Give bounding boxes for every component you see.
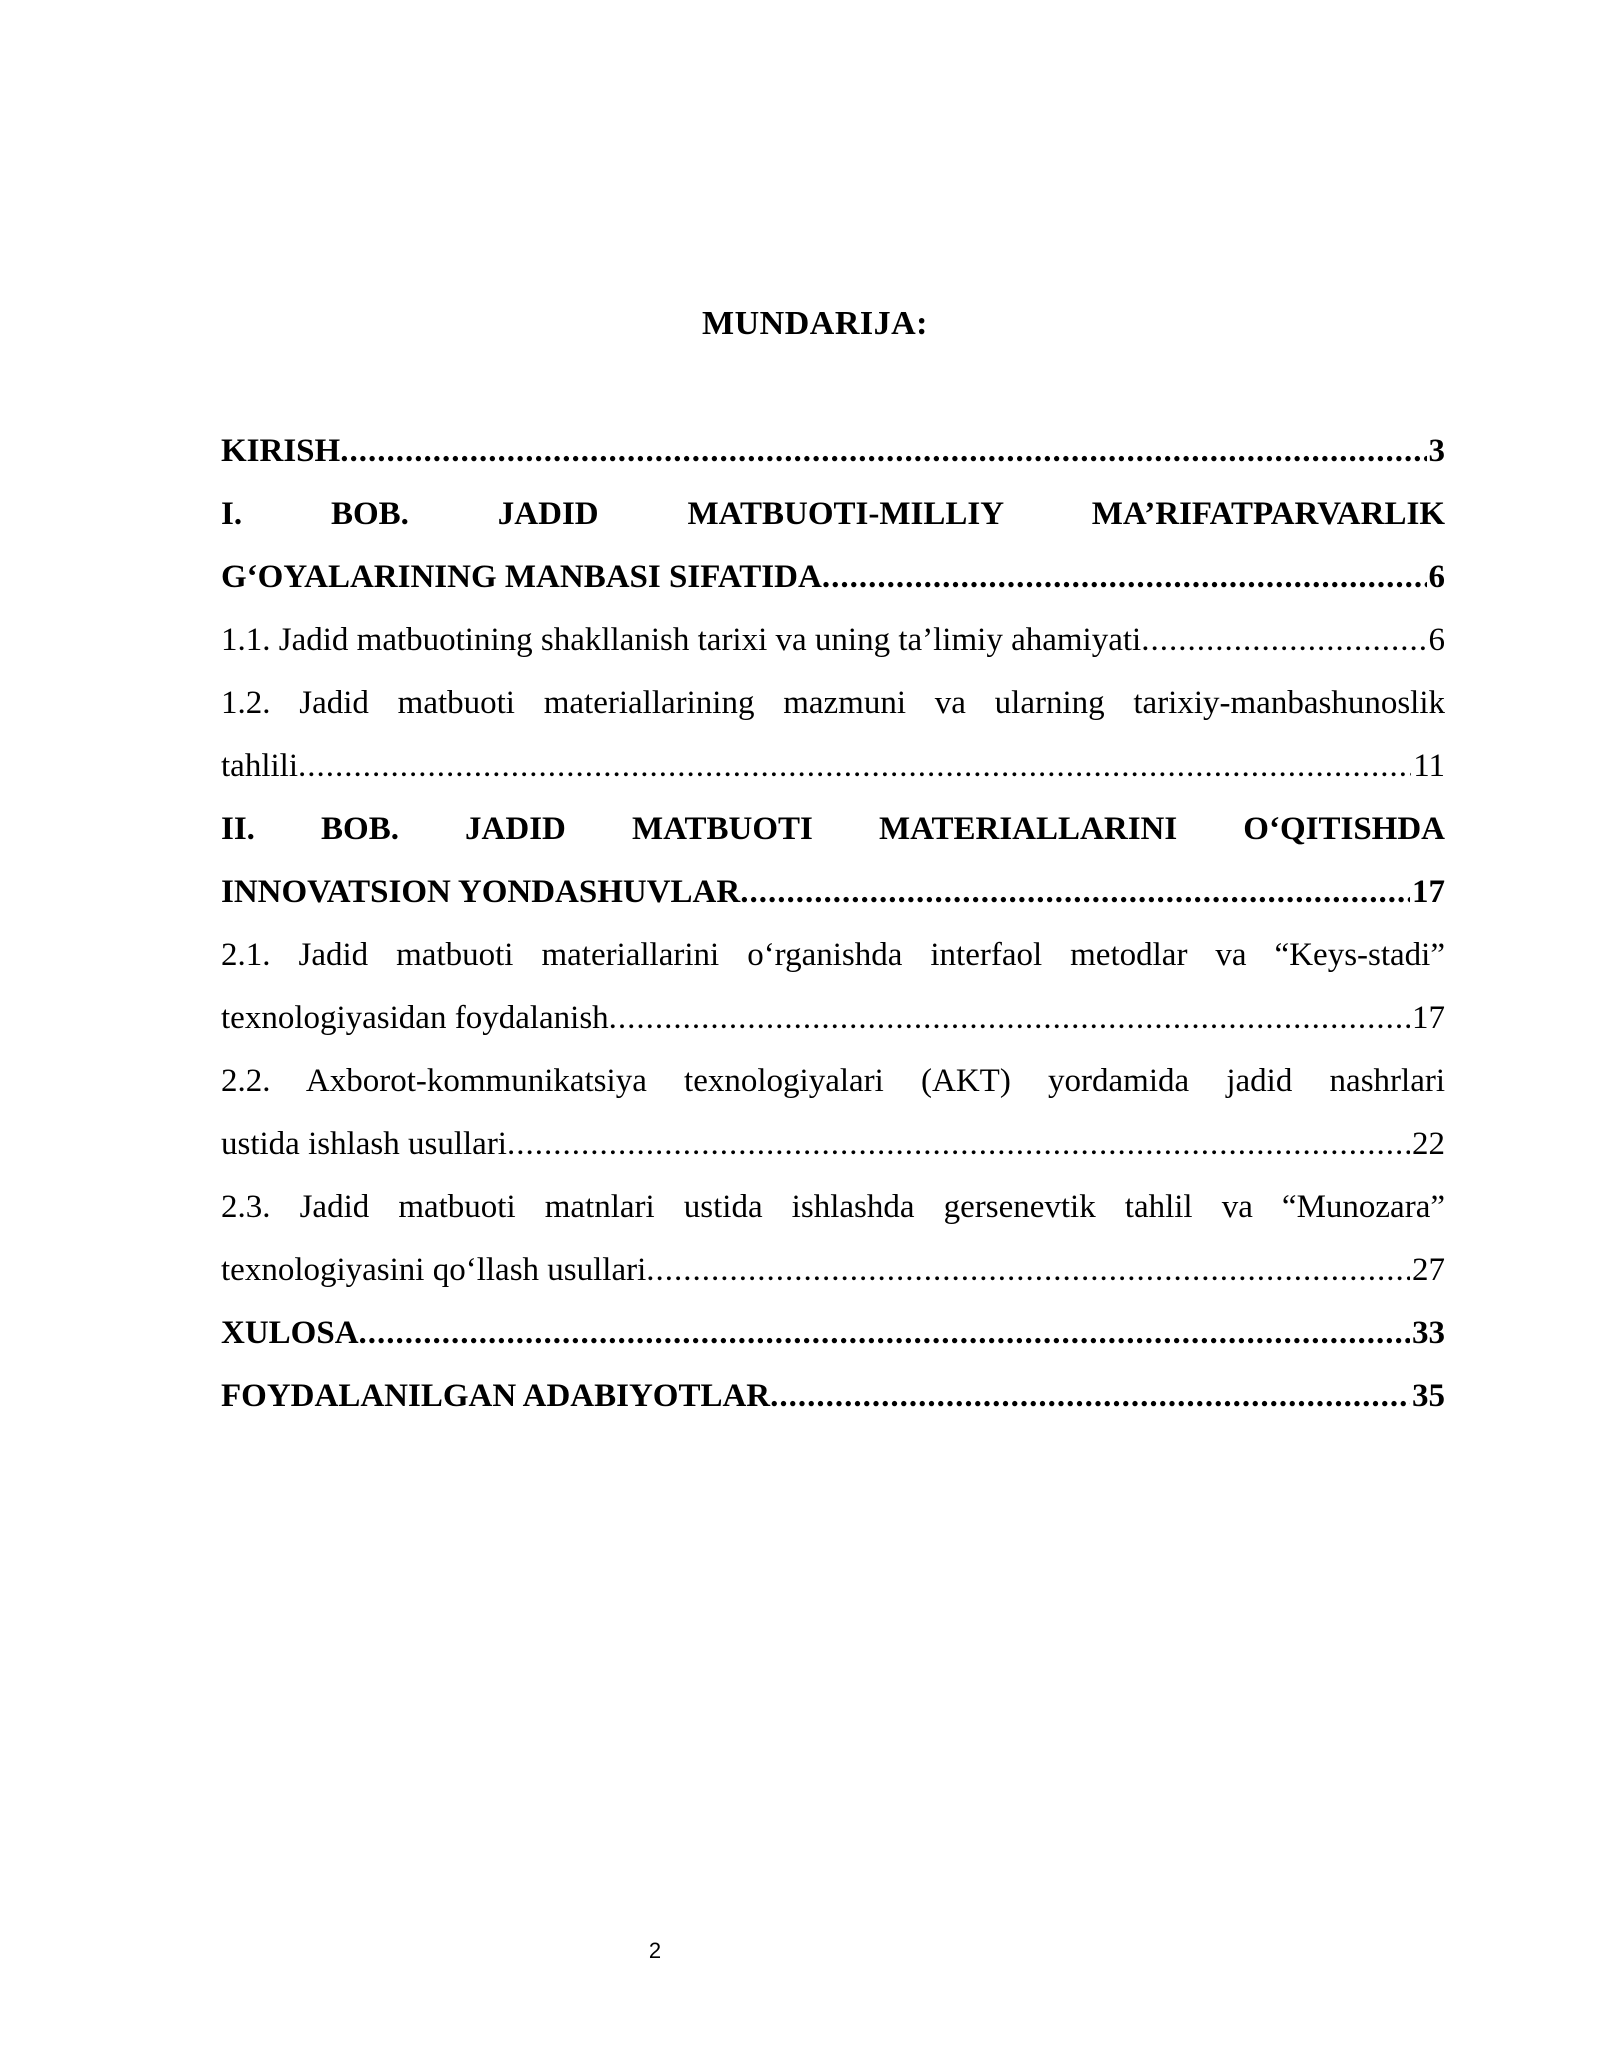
toc-section-2-1-line1[interactable]: 2.1. Jadid matbuoti materiallarini o‘rganishda interfaol metodlar va “Keys-stadi”: [221, 937, 1445, 973]
toc-entry-section-2-1[interactable]: [221, 987, 1445, 1050]
toc-chapter-1-line1[interactable]: I. BOB. JADID MATBUOTI-MILLIY MA’RIFATPARVARLIK: [221, 496, 1445, 532]
toc-entry-chapter-2[interactable]: [221, 861, 1445, 924]
table-of-contents: [221, 420, 1445, 1428]
toc-entry-page: 17: [1412, 874, 1445, 910]
toc-entry-label: XULOSA: [221, 1315, 359, 1351]
toc-entry-section-2-2[interactable]: [221, 1113, 1445, 1176]
toc-entry-page: 11: [1413, 748, 1445, 784]
toc-chapter-2-line1[interactable]: II. BOB. JADID MATBUOTI MATERIALLARINI O‘QITISHDA: [221, 811, 1445, 847]
toc-entry-label: tahlili: [221, 748, 298, 784]
toc-entry-chapter-1[interactable]: [221, 546, 1445, 609]
dot-leader: [740, 861, 1410, 924]
toc-entry-page: 22: [1412, 1126, 1445, 1162]
toc-section-2-2-line1[interactable]: 2.2. Axborot-kommunikatsiya texnologiyalari (AKT) yordamida jadid nashrlari: [221, 1063, 1445, 1099]
toc-entry-page: 17: [1412, 1000, 1445, 1036]
toc-entry-xulosa[interactable]: [221, 1302, 1445, 1365]
dot-leader: [609, 987, 1410, 1050]
toc-entry-label: KIRISH: [221, 433, 341, 469]
dot-leader: [340, 420, 1426, 483]
toc-entry-page: 35: [1412, 1378, 1445, 1414]
toc-section-1-2-line1[interactable]: 1.2. Jadid matbuoti materiallarining mazmuni va ularning tarixiy-manbashunoslik: [221, 685, 1445, 721]
toc-entry-kirish[interactable]: [221, 420, 1445, 483]
dot-leader: [359, 1302, 1410, 1365]
toc-entry-label: G‘OYALARINING MANBASI SIFATIDA: [221, 559, 822, 595]
toc-entry-page: 6: [1428, 622, 1445, 658]
toc-entry-section-2-3[interactable]: [221, 1239, 1445, 1302]
dot-leader: [298, 735, 1411, 798]
page-title: MUNDARIJA:: [702, 305, 928, 342]
dot-leader: [646, 1239, 1410, 1302]
toc-entry-label: ustida ishlash usullari: [221, 1126, 507, 1162]
toc-entry-adabiyotlar[interactable]: [221, 1365, 1445, 1428]
toc-entry-page: 3: [1428, 433, 1445, 469]
toc-entry-section-1-2[interactable]: [221, 735, 1445, 798]
toc-entry-page: 6: [1428, 559, 1445, 595]
toc-entry-label: 1.1. Jadid matbuotining shakllanish tarixi va uning ta’limiy ahamiyati: [221, 622, 1142, 658]
dot-leader: [822, 546, 1427, 609]
toc-section-2-3-line1[interactable]: 2.3. Jadid matbuoti matnlari ustida ishlashda gersenevtik tahlil va “Munozara”: [221, 1189, 1445, 1225]
page-number: 2: [648, 1938, 662, 1963]
dot-leader: [1141, 609, 1426, 672]
toc-entry-page: 27: [1412, 1252, 1445, 1288]
toc-entry-label: FOYDALANILGAN ADABIYOTLAR: [221, 1378, 771, 1414]
dot-leader: [507, 1113, 1410, 1176]
dot-leader: [770, 1365, 1410, 1428]
toc-entry-label: INNOVATSION YONDASHUVLAR: [221, 874, 741, 910]
toc-entry-label: texnologiyasini qo‘llash usullari: [221, 1252, 647, 1288]
toc-entry-section-1-1[interactable]: [221, 609, 1445, 672]
toc-entry-page: 33: [1412, 1315, 1445, 1351]
toc-entry-label: texnologiyasidan foydalanish: [221, 1000, 609, 1036]
